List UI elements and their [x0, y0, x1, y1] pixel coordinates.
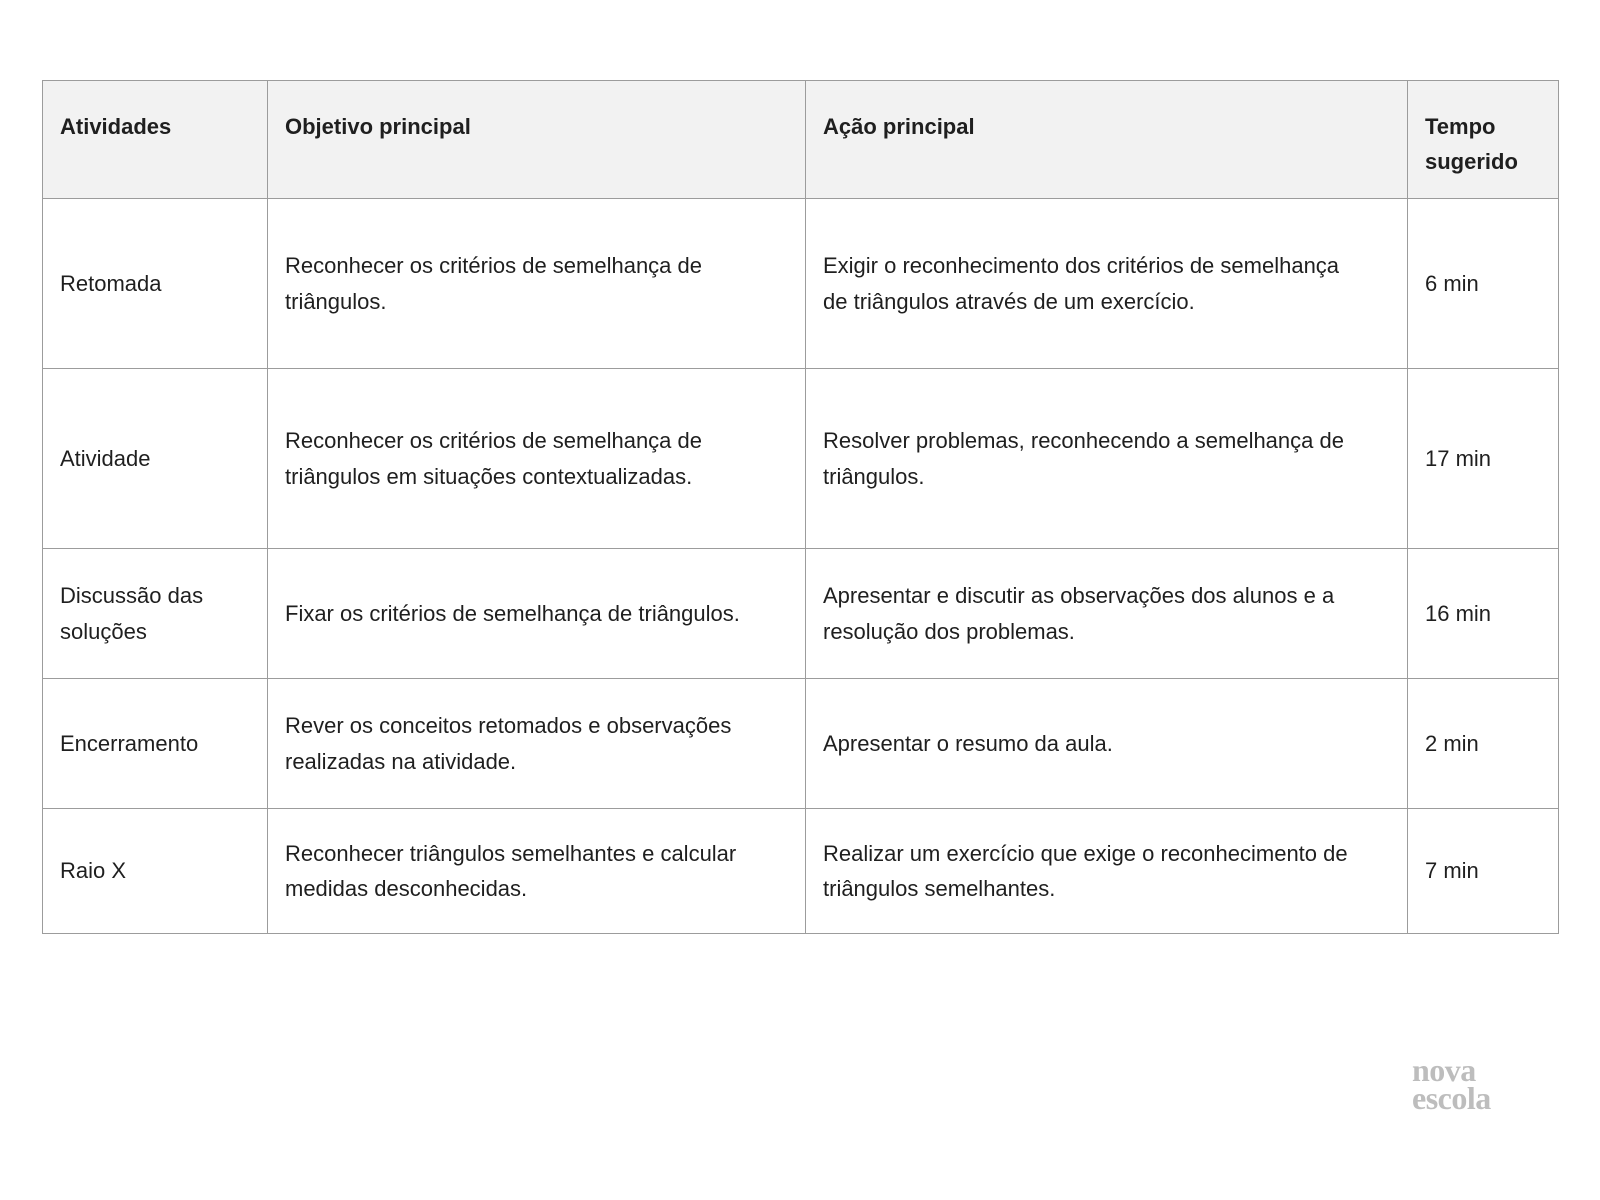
table-row-retomada — [43, 199, 1559, 369]
table-row-encerramento — [43, 679, 1559, 809]
cell-objetivo: Fixar os critérios de semelhança de triângulos. — [268, 549, 806, 679]
cell-atividade: Raio X — [43, 809, 268, 934]
table-row-raio-x — [43, 809, 1559, 934]
cell-objetivo: Reconhecer os critérios de semelhança de triângulos em situações contextualizadas. — [268, 369, 806, 549]
cell-tempo: 16 min — [1408, 549, 1559, 679]
logo-line-escola: escola — [1412, 1080, 1491, 1117]
cell-tempo: 17 min — [1408, 369, 1559, 549]
table-row-atividade — [43, 369, 1559, 549]
cell-atividade: Atividade — [43, 369, 268, 549]
cell-acao: Resolver problemas, reconhecendo a semelhança de triângulos. — [806, 369, 1408, 549]
column-header-acao-principal: Ação principal — [806, 81, 1408, 199]
cell-acao: Realizar um exercício que exige o reconhecimento de triângulos semelhantes. — [806, 809, 1408, 934]
logo-line-nova: nova — [1412, 1052, 1476, 1088]
table-header-row — [43, 81, 1559, 199]
nova-escola-logo — [1412, 1052, 1491, 1117]
cell-tempo: 7 min — [1408, 809, 1559, 934]
cell-atividade: Discussão das soluções — [43, 549, 268, 679]
column-header-tempo-sugerido: Tempo sugerido — [1408, 81, 1559, 199]
cell-objetivo: Rever os conceitos retomados e observações realizadas na atividade. — [268, 679, 806, 809]
lesson-plan-table — [42, 80, 1559, 934]
column-header-atividades: Atividades — [43, 81, 268, 199]
cell-tempo: 2 min — [1408, 679, 1559, 809]
cell-tempo: 6 min — [1408, 199, 1559, 369]
cell-acao: Exigir o reconhecimento dos critérios de semelhança de triângulos através de um exercício. — [806, 199, 1408, 369]
cell-acao: Apresentar e discutir as observações dos alunos e a resolução dos problemas. — [806, 549, 1408, 679]
column-header-objetivo-principal: Objetivo principal — [268, 81, 806, 199]
cell-objetivo: Reconhecer triângulos semelhantes e calcular medidas desconhecidas. — [268, 809, 806, 934]
cell-atividade: Retomada — [43, 199, 268, 369]
cell-acao: Apresentar o resumo da aula. — [806, 679, 1408, 809]
cell-objetivo: Reconhecer os critérios de semelhança de triângulos. — [268, 199, 806, 369]
table-row-discussao-das-solucoes — [43, 549, 1559, 679]
cell-atividade: Encerramento — [43, 679, 268, 809]
